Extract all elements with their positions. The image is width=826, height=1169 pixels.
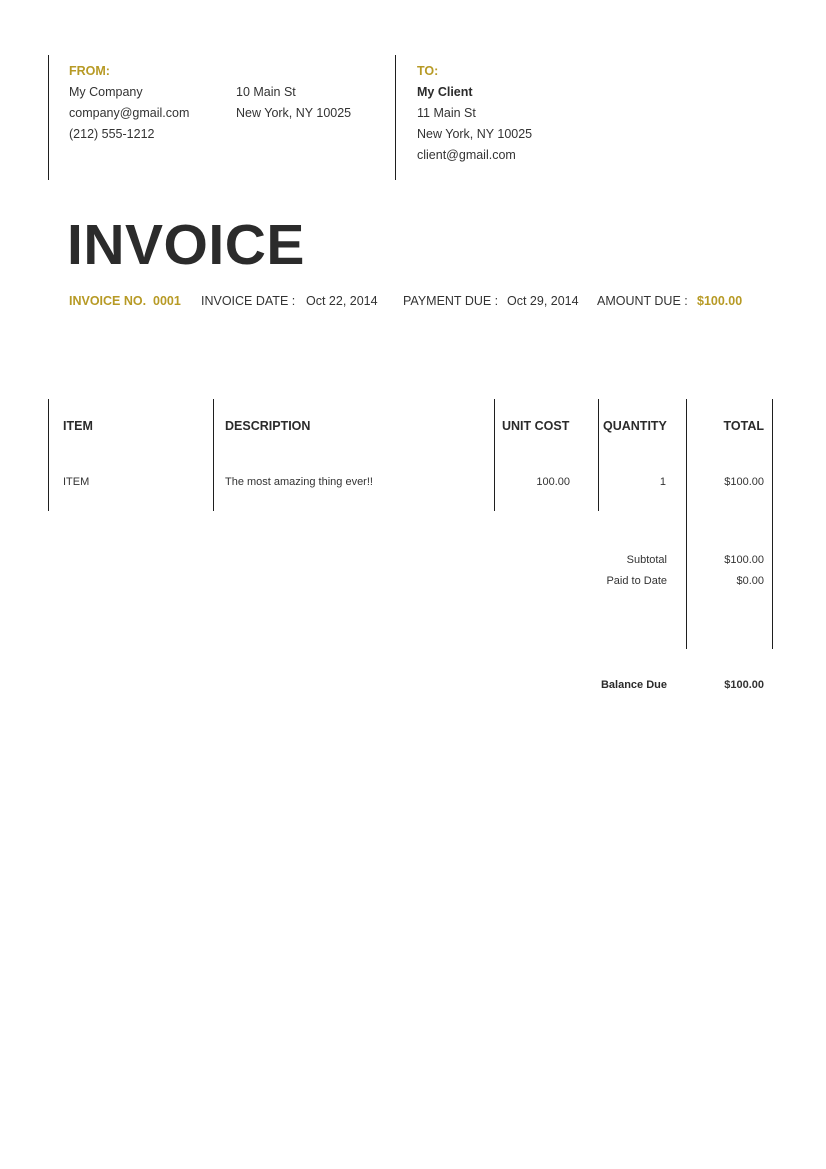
to-email: client@gmail.com	[417, 148, 516, 162]
to-address-line2: New York, NY 10025	[417, 127, 533, 141]
subtotal-label: Subtotal	[626, 554, 667, 566]
header-unit-cost: UNIT COST	[502, 419, 570, 433]
payment-due-date: Oct 29, 2014	[507, 294, 579, 308]
from-email: company@gmail.com	[69, 106, 190, 120]
header-item: ITEM	[63, 419, 93, 433]
to-label: TO:	[417, 64, 439, 78]
invoice-number: 0001	[153, 294, 181, 308]
payment-due-label: PAYMENT DUE :	[403, 294, 499, 308]
from-to-divider-rule	[395, 55, 396, 180]
table-rule-quantity	[598, 399, 599, 511]
from-company: My Company	[69, 85, 143, 99]
table-rule-total	[686, 399, 687, 649]
from-label: FROM:	[69, 64, 110, 78]
to-address-line1: 11 Main St	[417, 106, 476, 120]
balance-due-label: Balance Due	[600, 679, 667, 691]
row-item: ITEM	[63, 476, 90, 488]
paid-to-date-value: $0.00	[736, 575, 764, 587]
header-description: DESCRIPTION	[225, 419, 311, 433]
subtotal-value: $100.00	[724, 554, 764, 566]
from-phone: (212) 555-1212	[69, 127, 155, 141]
from-left-rule	[48, 55, 49, 180]
row-unit-cost: 100.00	[536, 476, 570, 488]
table-rule-left	[48, 399, 49, 511]
table-rule-right	[772, 399, 773, 649]
invoice-date-label: INVOICE DATE :	[201, 294, 296, 308]
header-quantity: QUANTITY	[603, 419, 667, 433]
row-quantity: 1	[659, 476, 666, 488]
balance-due-value: $100.00	[724, 679, 764, 691]
row-total: $100.00	[724, 476, 764, 488]
amount-due-value: $100.00	[697, 294, 743, 308]
row-description: The most amazing thing ever!!	[225, 476, 373, 488]
from-address-line1: 10 Main St	[236, 85, 296, 99]
to-name: My Client	[417, 85, 473, 99]
header-total: TOTAL	[723, 419, 764, 433]
paid-to-date-label: Paid to Date	[606, 575, 667, 587]
invoice-number-label: INVOICE NO.	[69, 294, 147, 308]
table-rule-description	[213, 399, 214, 511]
table-rule-unit-cost	[494, 399, 495, 511]
from-address-line2: New York, NY 10025	[236, 106, 352, 120]
amount-due-label: AMOUNT DUE :	[597, 294, 688, 308]
invoice-date: Oct 22, 2014	[306, 294, 378, 308]
invoice-title: INVOICE	[67, 213, 305, 277]
